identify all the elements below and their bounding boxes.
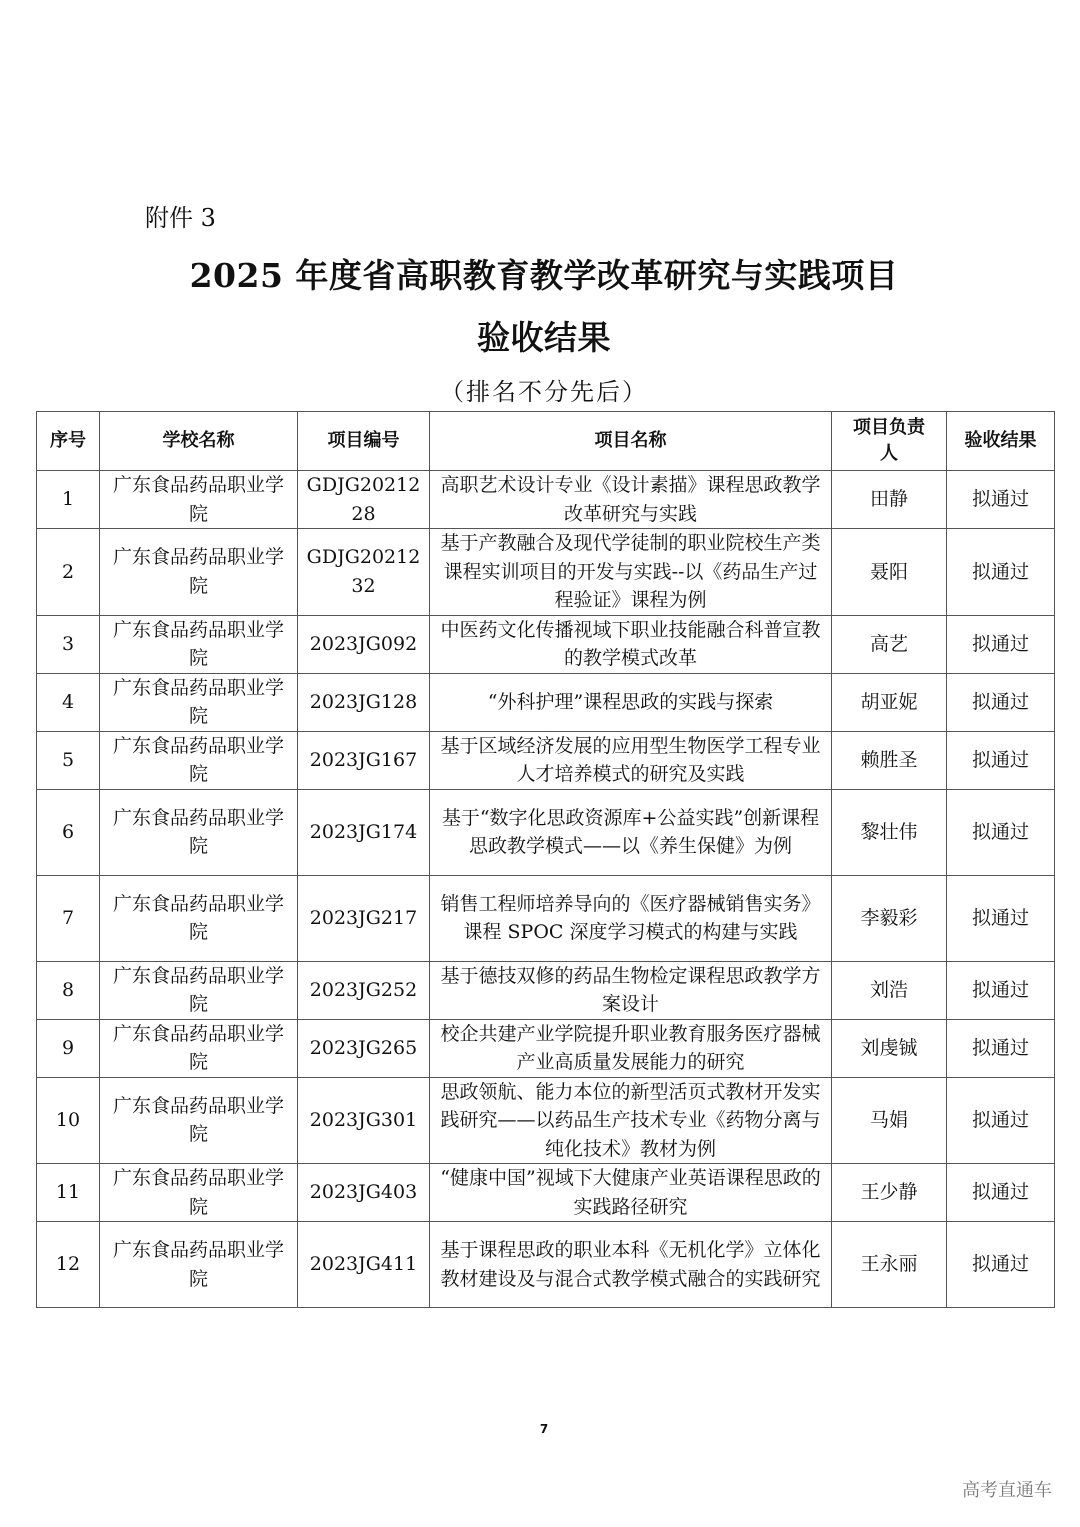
cell-school: 广东食品药品职业学院 — [100, 1164, 298, 1222]
table-row — [37, 673, 1055, 731]
table-row — [37, 789, 1055, 875]
cell-code: 2023JG174 — [298, 789, 430, 875]
table-row — [37, 471, 1055, 529]
cell-no: 7 — [37, 875, 100, 961]
cell-no: 6 — [37, 789, 100, 875]
cell-code: 2023JG128 — [298, 673, 430, 731]
cell-project-name: 高职艺术设计专业《设计素描》课程思政教学改革研究与实践 — [430, 471, 832, 529]
cell-code: 2023JG411 — [298, 1222, 430, 1308]
cell-code: 2023JG301 — [298, 1077, 430, 1164]
cell-leader: 李毅彩 — [832, 875, 947, 961]
cell-no: 11 — [37, 1164, 100, 1222]
cell-no: 10 — [37, 1077, 100, 1164]
cell-leader: 聂阳 — [832, 529, 947, 616]
cell-result: 拟通过 — [947, 1164, 1055, 1222]
cell-result: 拟通过 — [947, 1019, 1055, 1077]
cell-result: 拟通过 — [947, 471, 1055, 529]
cell-code: 2023JG167 — [298, 731, 430, 789]
page-number: 7 — [539, 1422, 549, 1436]
cell-project-name: 基于德技双修的药品生物检定课程思政教学方案设计 — [430, 961, 832, 1019]
cell-school: 广东食品药品职业学院 — [100, 789, 298, 875]
cell-result: 拟通过 — [947, 789, 1055, 875]
cell-project-name: 基于区域经济发展的应用型生物医学工程专业人才培养模式的研究及实践 — [430, 731, 832, 789]
cell-result: 拟通过 — [947, 731, 1055, 789]
cell-code: 2023JG217 — [298, 875, 430, 961]
cell-project-name: 销售工程师培养导向的《医疗器械销售实务》课程 SPOC 深度学习模式的构建与实践 — [430, 875, 832, 961]
cell-result: 拟通过 — [947, 529, 1055, 616]
cell-school: 广东食品药品职业学院 — [100, 1019, 298, 1077]
header-no: 序号 — [37, 412, 100, 471]
document-title: 2025 年度省高职教育教学改革研究与实践项目 — [189, 256, 899, 295]
cell-leader: 赖胜圣 — [832, 731, 947, 789]
cell-no: 12 — [37, 1222, 100, 1308]
cell-leader: 胡亚妮 — [832, 673, 947, 731]
table-row — [37, 1222, 1055, 1308]
cell-code: GDJG2021228 — [298, 471, 430, 529]
cell-project-name: 基于课程思政的职业本科《无机化学》立体化教材建设及与混合式教学模式融合的实践研究 — [430, 1222, 832, 1308]
header-leader: 项目负责人 — [832, 412, 947, 471]
cell-code: 2023JG092 — [298, 615, 430, 673]
header-project-name: 项目名称 — [430, 412, 832, 471]
table-row — [37, 1077, 1055, 1164]
cell-project-name: 基于“数字化思政资源库+公益实践”创新课程思政教学模式——以《养生保健》为例 — [430, 789, 832, 875]
table-row — [37, 615, 1055, 673]
cell-school: 广东食品药品职业学院 — [100, 961, 298, 1019]
cell-no: 9 — [37, 1019, 100, 1077]
cell-school: 广东食品药品职业学院 — [100, 1222, 298, 1308]
cell-code: GDJG2021232 — [298, 529, 430, 616]
cell-no: 3 — [37, 615, 100, 673]
cell-leader: 王少静 — [832, 1164, 947, 1222]
cell-school: 广东食品药品职业学院 — [100, 731, 298, 789]
cell-school: 广东食品药品职业学院 — [100, 1077, 298, 1164]
header-code: 项目编号 — [298, 412, 430, 471]
cell-project-name: “外科护理”课程思政的实践与探索 — [430, 673, 832, 731]
cell-result: 拟通过 — [947, 615, 1055, 673]
cell-code: 2023JG265 — [298, 1019, 430, 1077]
cell-no: 2 — [37, 529, 100, 616]
cell-result: 拟通过 — [947, 961, 1055, 1019]
cell-leader: 田静 — [832, 471, 947, 529]
cell-no: 4 — [37, 673, 100, 731]
cell-school: 广东食品药品职业学院 — [100, 529, 298, 616]
cell-project-name: 中医药文化传播视域下职业技能融合科普宣教的教学模式改革 — [430, 615, 832, 673]
cell-no: 8 — [37, 961, 100, 1019]
cell-result: 拟通过 — [947, 1222, 1055, 1308]
cell-leader: 高艺 — [832, 615, 947, 673]
cell-school: 广东食品药品职业学院 — [100, 615, 298, 673]
cell-leader: 黎壮伟 — [832, 789, 947, 875]
cell-code: 2023JG403 — [298, 1164, 430, 1222]
cell-no: 5 — [37, 731, 100, 789]
cell-result: 拟通过 — [947, 875, 1055, 961]
cell-no: 1 — [37, 471, 100, 529]
header-school: 学校名称 — [100, 412, 298, 471]
cell-leader: 王永丽 — [832, 1222, 947, 1308]
cell-project-name: “健康中国”视域下大健康产业英语课程思政的实践路径研究 — [430, 1164, 832, 1222]
watermark: 高考直通车 — [962, 1480, 1052, 1501]
cell-leader: 马娟 — [832, 1077, 947, 1164]
results-table — [36, 411, 1055, 1308]
document-subtitle: （排名不分先后） — [440, 378, 648, 406]
table-row — [37, 1164, 1055, 1222]
table-row — [37, 529, 1055, 616]
cell-project-name: 基于产教融合及现代学徒制的职业院校生产类课程实训项目的开发与实践--以《药品生产过程验证》课程为例 — [430, 529, 832, 616]
table-header-row — [37, 412, 1055, 471]
cell-leader: 刘虔铖 — [832, 1019, 947, 1077]
attachment-label: 附件 3 — [145, 204, 216, 232]
table-row — [37, 875, 1055, 961]
cell-school: 广东食品药品职业学院 — [100, 471, 298, 529]
cell-result: 拟通过 — [947, 1077, 1055, 1164]
cell-leader: 刘浩 — [832, 961, 947, 1019]
header-result: 验收结果 — [947, 412, 1055, 471]
document-title-line2: 验收结果 — [477, 318, 611, 357]
cell-project-name: 校企共建产业学院提升职业教育服务医疗器械产业高质量发展能力的研究 — [430, 1019, 832, 1077]
cell-school: 广东食品药品职业学院 — [100, 673, 298, 731]
table-row — [37, 961, 1055, 1019]
table-row — [37, 1019, 1055, 1077]
table-row — [37, 731, 1055, 789]
cell-result: 拟通过 — [947, 673, 1055, 731]
cell-code: 2023JG252 — [298, 961, 430, 1019]
cell-project-name: 思政领航、能力本位的新型活页式教材开发实践研究——以药品生产技术专业《药物分离与纯化技术》教材为例 — [430, 1077, 832, 1164]
cell-school: 广东食品药品职业学院 — [100, 875, 298, 961]
